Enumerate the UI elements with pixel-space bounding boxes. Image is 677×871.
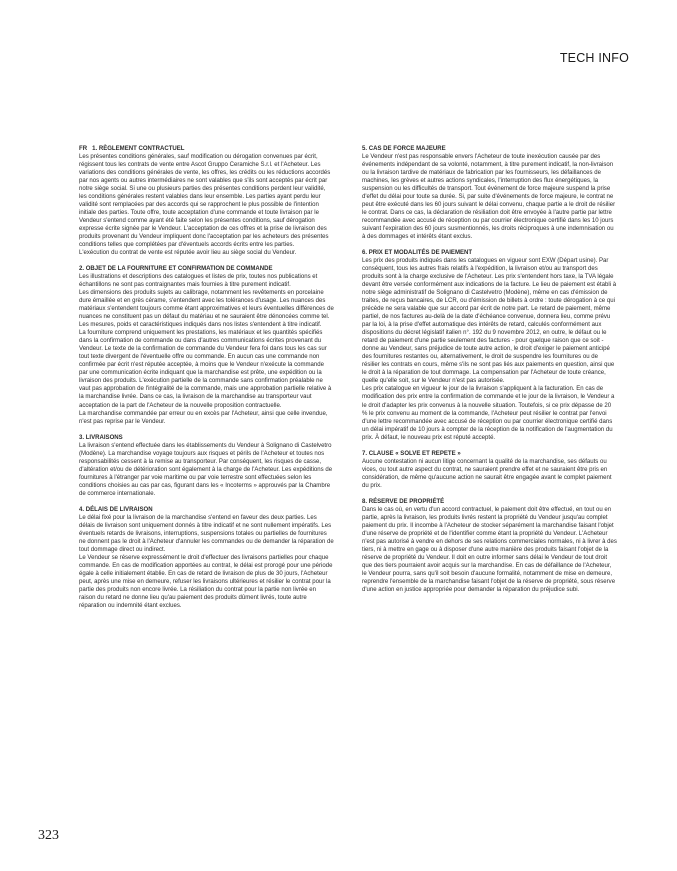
- section-title: 4. DÉLAIS DE LIVRAISON: [79, 506, 153, 513]
- left-column: [79, 145, 334, 618]
- language-tag: FR: [79, 146, 88, 152]
- section-title: 5. CAS DE FORCE MAJEURE: [362, 146, 446, 152]
- paragraph: Le Vendeur se réserve expressément le droit d'effectuer des livraisons partielles pour chaque commande. En cas de modification apportées au contrat, le délai est prorogé pour une période égale à celle initialement établie. En cas de retard de livraison de plus de 30 jours, l'Acheteur peut, après une mise en demeure, refuser les livraisons ultérieures et résilier le contrat pour la partie des produits non encore livrée. La résiliation du contrat pour la partie non livrée en raison du retard ne donne lieu qu'au paiement des produits dûment livrés, toute autre réparation ou indemnité étant exclues.: [79, 554, 333, 609]
- paragraph: Les présentes conditions générales, sauf modification ou dérogation convenues par écrit, régissent tous les contrats de vente entre Ascot Gruppo Ceramiche S.r.l. et l'Acheteur. Les variations des conditions générales de vente, les offres, les crédits ou les réductions accordés par nos agents ou autres intermédiaires ne sont valables que s'ils sont acceptés par écrit par notre siège social. Si une ou plusieurs parties des présentes conditions perdent leur validité, les conditions générales restent valables dans leur ensemble. Les parties ayant perdu leur validité sont remplacées par des accords qui se rapprochent le plus possible de l'intention initiale des parties. Toute offre, toute acceptation d'une commande et toute livraison par le Vendeur s'entend comme ayant été faite selon les présentes conditions, sauf dérogation expresse écrite signée par le Vendeur. L'acceptation de ces offres et la prise de livraison des produits provenant du Vendeur impliquent donc l'acceptation par les acheteurs des présentes conditions telles que complétées par d'éventuels accords écrits entre les parties.: [79, 154, 331, 249]
- section-reglement-contractuel: [79, 145, 334, 257]
- section-objet-fourniture: [79, 265, 334, 425]
- section-title: 6. PRIX ET MODALITÉS DE PAIEMENT: [362, 250, 473, 257]
- paragraph: La marchandise commandée par erreur ou en excès par l'Acheteur, ainsi que celle invendue, n'est pas reprise par le Vendeur.: [79, 410, 328, 425]
- section-force-majeure: [362, 145, 617, 241]
- section-delais-livraison: [79, 506, 334, 610]
- section-solve-et-repete: [362, 450, 617, 490]
- section-reserve-propriete: [362, 498, 617, 594]
- section-prix-paiement: [362, 249, 617, 441]
- paragraph: Les prix catalogue en vigueur le jour de la livraison s'appliquent à la facturation. En cas de modification des prix entre la confirmation de commande et le jour de la livraison, le Vendeur a le droit d'adapter les prix convenus à la nouvelle situation. Toutefois, si ce prix dépasse de 20 % le prix convenu au moment de la commande, l'Acheteur peut résilier le contrat par l'envoi d'une lettre recommandée avec accusé de réception ou par courrier électronique certifié dans un délai impératif de 10 jours à compter de la réception de la notification de l'augmentation du prix. À défaut, le nouveau prix est réputé accepté.: [362, 386, 615, 441]
- paragraph: Les dimensions des produits sujets au calibrage, notamment les revêtements en porcelaine dure émaillée et en grès cérame, s'entendent avec les tolérances d'usage. Les nuances des matériaux s'entendent toujours comme étant approximatives et leurs éventuelles différences de nuances ne constituent pas un défaut du matériau et ne sauraient être dénoncées comme tel. Les mesures, poids et caractéristiques indiqués dans nos listes s'entendent à titre indicatif.: [79, 290, 334, 329]
- section-livraisons: [79, 434, 334, 498]
- paragraph: La livraison s'entend effectuée dans les établissements du Vendeur à Solignano di Castelvetro (Modène). La marchandise voyage toujours aux risques et périls de l'Acheteur et toutes nos responsabilités cessent à la remise au transporteur. Par conséquent, les risques de casse, d'altération et/ou de détérioration sont également à la charge de l'Acheteur. Les expéditions de fournitures à l'étranger par voie maritime ou par voie terrestre sont effectuées selon les conditions choisies au cas par cas, figurant dans les « Incoterms » approuvés par la Chambre de commerce internationale.: [79, 442, 333, 497]
- paragraph: Aucune contestation ni aucun litige concernant la qualité de la marchandise, ses défauts ou vices, ou tout autre aspect du contrat, ne sauraient prendre effet et ne sauraient être pris en considération, de même qu'aucune action ne saurait être engagée avant le complet paiement du prix.: [362, 458, 612, 489]
- paragraph: La fourniture comprend uniquement les prestations, les matériaux et les quantités spécifiés dans la confirmation de commande ou dans d'autres communications écrites provenant du Vendeur. Le texte de la confirmation de commande du Vendeur fera foi dans tous les cas sur tout texte divergent de l'éventuelle offre ou commande. En aucun cas une commande non confirmée par écrit n'est réputée acceptée, à moins que le Vendeur n'exécute la commande par une communication écrite indiquant que la marchandise est prête, une expédition ou la livraison des produits. L'exécution partielle de la commande sans confirmation préalable ne vaut pas approbation de l'intégralité de la commande, mais une approbation partielle relative à la marchandise livrée. Dans ce cas, la livraison de la marchandise au transporteur vaut acceptation de la part de l'Acheteur de la nouvelle proposition contractuelle.: [79, 330, 332, 409]
- page-header-title: TECH INFO: [559, 51, 629, 65]
- section-title: 2. OBJET DE LA FOURNITURE ET CONFIRMATION DE COMMANDE: [79, 266, 273, 273]
- paragraph: Le Vendeur n'est pas responsable envers l'Acheteur de toute inexécution causée par des événements indépendant de sa volonté, notamment, à titre purement indicatif, la non-livraison ou la livraison tardive de matériaux de fabrication par les fournisseurs, les défaillances de machines, les grèves et autres actions syndicales, l'interruption des flux énergétiques, la suspension ou les difficultés de transport. Tout événement de force majeure suspend la prise d'effet du délai pour toute sa durée. Si, par suite d'événements de force majeure, le contrat ne peut être exécuté dans les 60 jours suivant le délai convenu, chaque partie a le droit de résilier le contrat. Dans ce cas, la déclaration de résiliation doit être envoyée à l'autre partie par lettre recommandée avec accusé de réception ou par courrier électronique certifié dans les 10 jours suivant l'expiration des 60 jours susmentionnés, les droits réciproques à une indemnisation ou à des dommages et intérêts étant exclus.: [362, 154, 616, 241]
- paragraph: L'exécution du contrat de vente est réputée avoir lieu au siège social du Vendeur.: [79, 250, 297, 257]
- paragraph: Les prix des produits indiqués dans les catalogues en vigueur sont EXW (Départ usine). Par conséquent, tous les autres frais relatifs à l'expédition, la livraison et/ou au transport des produits sont à la charge exclusive de l'Acheteur. Les prix s'entendent hors taxe, la TVA légale devant être versée conformément aux indications de la facture. Le lieu de paiement est établi à notre siège administratif de Solignano di Castelvetro (Modène), même en cas d'émission de traites, de reçus bancaires, de LCR, ou d'émission de billets à ordre : toute dérogation à ce qui précède ne sera valable que sur accord par écrit de notre part. Le retard de paiement, même partiel, de nos factures au-delà de la date d'échéance convenue, donnera lieu, comme prévu par la loi, à la prise d'effet automatique des intérêts de retard, calculés conformément aux dispositions du décret législatif italien n°. 192 du 9 novembre 2012, en outre, le défaut ou le retard de paiement d'une partie seulement des factures - pour quelque raison que ce soit - donne au Vendeur, sans préjudice de toute autre action, le droit d'exiger le paiement anticipé des fournitures restantes ou, alternativement, le droit de suspendre les fournitures ou de résilier les contrats en cours, même s'ils ne sont pas liés aux paiements en question, ainsi que le droit à la réparation de tout dommage. La compensation par l'Acheteur de toute créance, quelle qu'elle soit, sur le Vendeur n'est pas autorisée.: [362, 258, 617, 385]
- page-number: 323: [38, 828, 59, 843]
- section-title: 3. LIVRAISONS: [79, 434, 123, 441]
- paragraph: Les illustrations et descriptions des catalogues et listes de prix, toutes nos publications et échantillons ne sont pas contraignantes mais fournies à titre purement indicatif.: [79, 274, 318, 289]
- paragraph: Le délai fixé pour la livraison de la marchandise s'entend en faveur des deux parties. Les délais de livraison sont uniquement donnés à titre indicatif et ne sont nullement impératifs. Les éventuels retards de livraisons, interruptions, suspensions totales ou partielles de fournitures ne donnent pas le droit à l'Acheteur d'annuler les commandes ou de demander la réparation de tout dommage direct ou indirect.: [79, 514, 334, 553]
- right-column: [362, 145, 617, 602]
- section-title: 7. CLAUSE « SOLVE ET REPETE »: [362, 450, 461, 457]
- section-title: 1. RÈGLEMENT CONTRACTUEL: [92, 146, 185, 152]
- paragraph: Dans le cas où, en vertu d'un accord contractuel, le paiement doit être effectué, en tout ou en partie, après la livraison, les produits livrés restent la propriété du Vendeur jusqu'au complet paiement du prix. Il incombe à l'Acheteur de stocker séparément la marchandise faisant l'objet d'une réserve de propriété et de l'identifier comme étant la propriété du Vendeur. L'Acheteur n'est pas autorisé à vendre en dehors de ses relations commerciales normales, ni à livrer à des tiers, ni à mettre en gage ou à disposer d'une autre manière des produits faisant l'objet de la réserve de propriété du Vendeur. Il doit en outre informer sans délai le Vendeur de tout droit que des tiers pourraient avoir acquis sur la marchandise. En cas de défaillance de l'Acheteur, le Vendeur pourra, sans qu'il soit besoin d'aucune formalité, notamment de mise en demeure, reprendre l'ensemble de la marchandise faisant l'objet de la réserve de propriété, sous réserve d'une action en justice appropriée pour demander la réparation du préjudice subi.: [362, 506, 617, 593]
- section-title: 8. RÉSERVE DE PROPRIÉTÉ: [362, 498, 445, 505]
